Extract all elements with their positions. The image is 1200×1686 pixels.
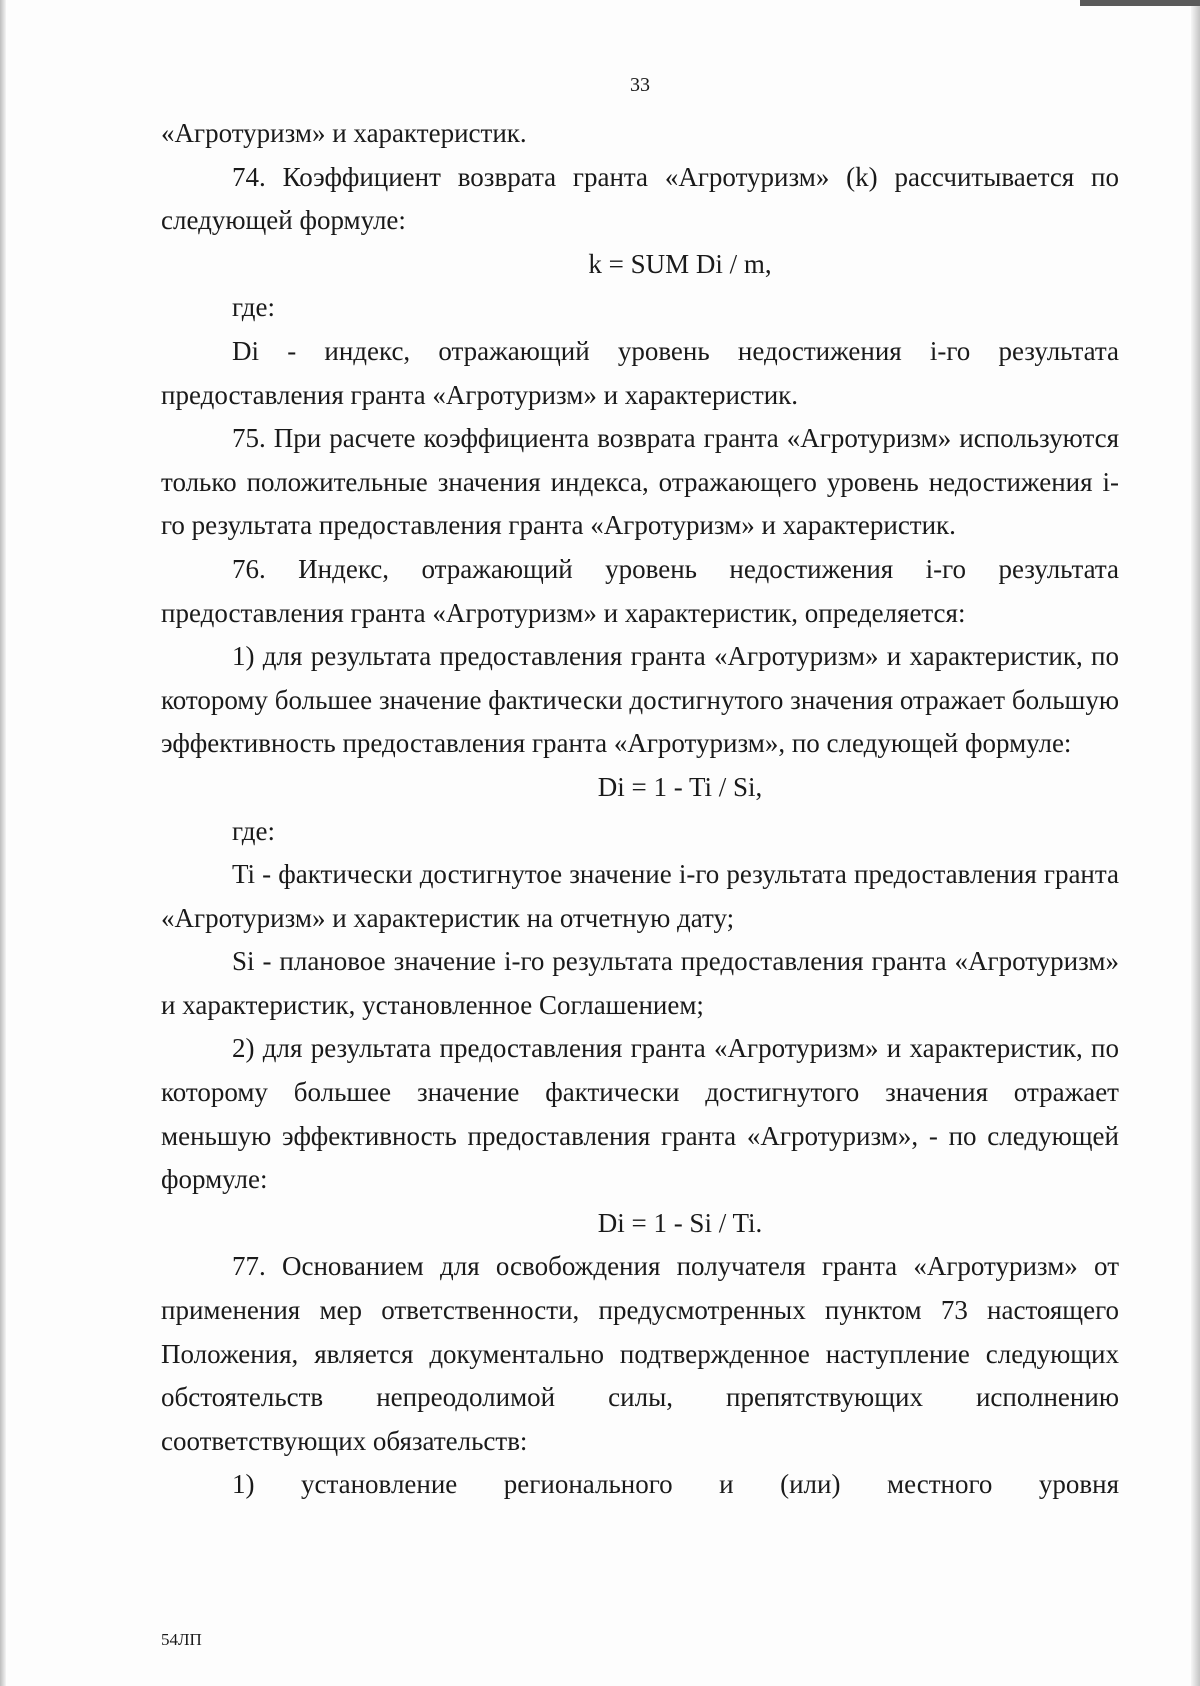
page-number: 33 bbox=[630, 74, 650, 96]
paragraph-77: 77. Основанием для освобождения получателя гранта «Агротуризм» от применения мер ответственности, предусмотренных пунктом 73 настоящего Положения, является документально подтвержденное наступление следующих обстоятельств непреодолимой силы, препятствующих исполнению соответствующих обязательств: bbox=[161, 1251, 1119, 1456]
scan-edge-right bbox=[1191, 0, 1200, 1686]
paragraph-76: 76. Индекс, отражающий уровень недостижения i-го результата предоставления гранта «Агротуризм» и характеристик, определяется: bbox=[161, 553, 1119, 628]
definition-di: Di - индекс, отражающий уровень недостижения i-го результата предоставления гранта «Агротуризм» и характеристик. bbox=[161, 335, 1119, 410]
formula-di-2: Di = 1 - Si / Ti. bbox=[597, 1207, 763, 1238]
scan-edge-left bbox=[0, 0, 6, 1686]
definition-si: Si - плановое значение i-го результата предоставления гранта «Агротуризм» и характеристик, установленное Соглашением; bbox=[161, 946, 1119, 1020]
paragraph-77-item-1: 1) установление регионального и (или) местного уровня bbox=[232, 1469, 1119, 1500]
where-label: где: bbox=[232, 292, 275, 323]
scan-edge-top bbox=[1080, 0, 1200, 6]
formula-k: k = SUM Di / m, bbox=[588, 248, 772, 279]
formula-di-1: Di = 1 - Ti / Si, bbox=[597, 771, 763, 802]
subitem-2: 2) для результата предоставления гранта «Агротуризм» и характеристик, по которому большее значение фактически достигнутого значения отражает меньшую эффективность предоставления гранта «Агротуризм», - по следующей формуле: bbox=[161, 1033, 1119, 1195]
paragraph-continuation: «Агротуризм» и характеристик. bbox=[161, 118, 527, 148]
where-label-2: где: bbox=[232, 815, 275, 846]
paragraph-74: 74. Коэффициент возврата гранта «Агротуризм» (k) рассчитывается по следующей формуле: bbox=[161, 161, 1119, 236]
definition-ti: Ti - фактически достигнутое значение i-го результата предоставления гранта «Агротуризм» и характеристик на отчетную дату; bbox=[161, 859, 1119, 933]
paragraph-75: 75. При расчете коэффициента возврата гранта «Агротуризм» используются только положительные значения индекса, отражающего уровень недостижения i-го результата предоставления гранта «Агротуризм» и характеристик. bbox=[161, 423, 1119, 541]
subitem-1: 1) для результата предоставления гранта «Агротуризм» и характеристик, по которому большее значение фактически достигнутого значения отражает большую эффективность предоставления гранта «Агротуризм», по следующей формуле: bbox=[161, 641, 1119, 759]
footer-document-code: 54ЛП bbox=[161, 1630, 202, 1649]
document-body bbox=[161, 112, 1119, 1507]
